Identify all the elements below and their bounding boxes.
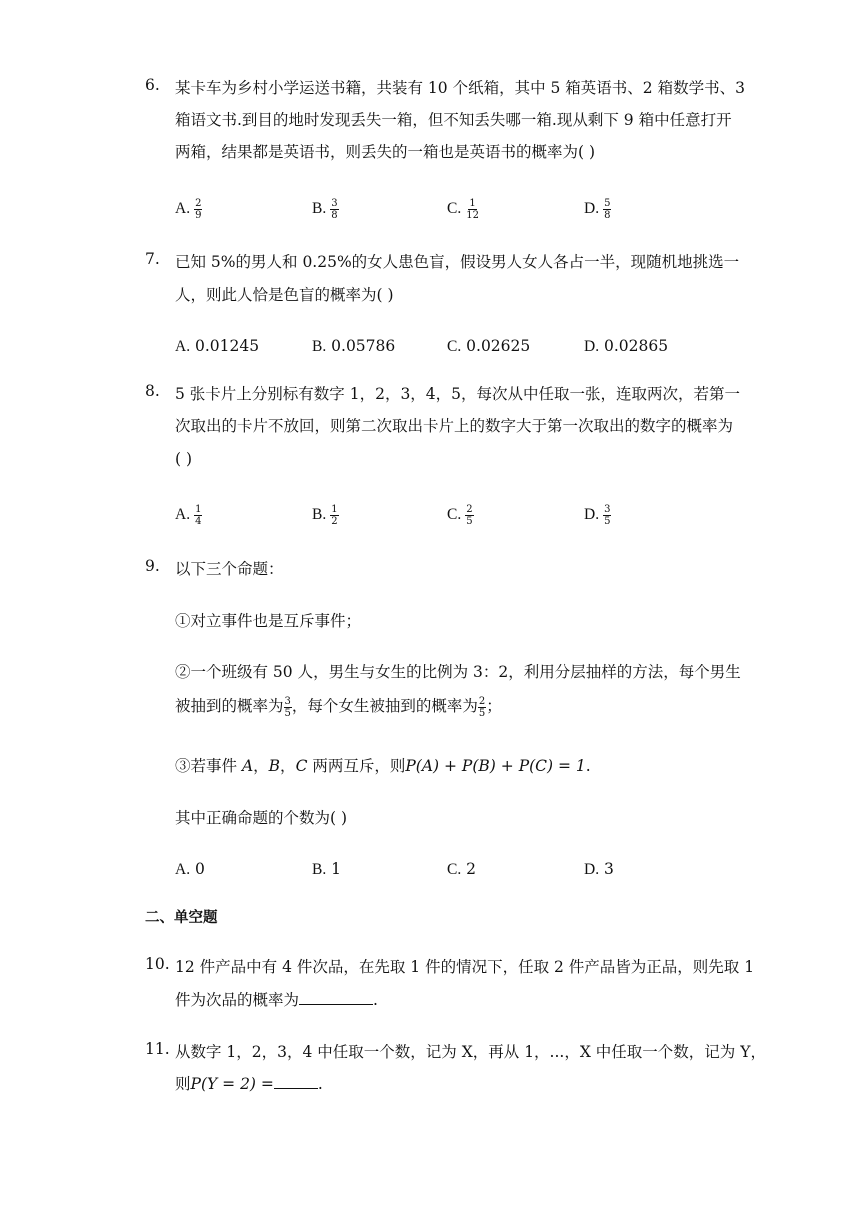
question-text-line: 两箱，结果都是英语书，则丢失的一箱也是英语书的概率为( ) bbox=[175, 143, 596, 161]
answer-blank[interactable] bbox=[299, 988, 373, 1005]
question-number: 6. bbox=[145, 76, 160, 94]
proposition-2-line2: 被抽到的概率为 $\frac{3}{5}$ ，每个女生被抽到的概率为 $\frac{2}{5}$ ； bbox=[175, 695, 502, 719]
question-number: 10. bbox=[145, 955, 170, 973]
fraction: $\frac{1}{2}$ bbox=[331, 503, 338, 527]
question-text-line: 从数字 1，2，3，4 中任取一个数，记为 X，再从 1，...，X 中任取一个数，记为 Y， bbox=[175, 1043, 766, 1061]
answer-blank[interactable] bbox=[274, 1072, 318, 1089]
option-b: B. $\frac{3}{8}$ bbox=[312, 197, 338, 221]
option-d: D. $\frac{5}{8}$ bbox=[584, 197, 611, 221]
fraction: $\frac{2}{9}$ bbox=[195, 197, 202, 221]
option-a: A. 0 bbox=[175, 860, 205, 878]
formula: P(Y = 2) = bbox=[190, 1075, 274, 1093]
question-text-line: ( ) bbox=[175, 450, 193, 468]
options-row bbox=[175, 196, 775, 226]
fraction: $\frac{3}{5}$ bbox=[604, 503, 611, 527]
question-text-line: 12 件产品中有 4 件次品，在先取 1 件的情况下，任取 2 件产品皆为正品，则先取 1 bbox=[175, 958, 755, 976]
option-b: B. 1 bbox=[312, 860, 342, 878]
fraction: $\frac{2}{5}$ bbox=[466, 503, 473, 527]
proposition-1: ①对立事件也是互斥事件； bbox=[175, 612, 362, 630]
section-title: 二、单空题 bbox=[145, 909, 218, 926]
question-text-line: 某卡车为乡村小学运送书籍，共装有 10 个纸箱，其中 5 箱英语书、2 箱数学书、3 bbox=[175, 79, 745, 97]
option-a: A. $\frac{2}{9}$ bbox=[175, 197, 202, 221]
question-text-line: 次取出的卡片不放回，则第二次取出卡片上的数字大于第一次取出的数字的概率为 bbox=[175, 417, 734, 435]
fraction: $\frac{3}{5}$ bbox=[284, 695, 291, 719]
question-text-line: 人，则此人恰是色盲的概率为( ) bbox=[175, 286, 394, 304]
question-text-line: 箱语文书.到目的地时发现丢失一箱，但不知丢失哪一箱.现从剩下 9 箱中任意打开 bbox=[175, 111, 732, 129]
question-text-line: 件为次品的概率为 . bbox=[175, 988, 378, 1012]
options-row bbox=[175, 502, 775, 532]
proposition-3: ③若事件 A，B，C 两两互斥，则P(A) + P(B) + P(C) = 1. bbox=[175, 757, 591, 775]
question-number: 8. bbox=[145, 382, 160, 400]
options-row bbox=[175, 334, 775, 364]
question-number: 7. bbox=[145, 250, 160, 268]
question-text-line: 则P(Y = 2) = . bbox=[175, 1072, 323, 1096]
question-number: 11. bbox=[145, 1040, 170, 1058]
fraction: $\frac{3}{8}$ bbox=[331, 197, 338, 221]
option-d: D. 0.02865 bbox=[584, 337, 669, 355]
option-c: C. 0.02625 bbox=[447, 337, 531, 355]
options-row bbox=[175, 857, 775, 887]
option-c: C. 2 bbox=[447, 860, 477, 878]
option-c: C. $\frac{2}{5}$ bbox=[447, 503, 473, 527]
question-ask: 其中正确命题的个数为( ) bbox=[175, 809, 348, 827]
option-b: B. $\frac{1}{2}$ bbox=[312, 503, 338, 527]
option-a: A. 0.01245 bbox=[175, 337, 260, 355]
formula: P(A) + P(B) + P(C) = 1 bbox=[405, 757, 586, 775]
option-d: D. 3 bbox=[584, 860, 614, 878]
fraction: $\frac{1}{4}$ bbox=[195, 503, 202, 527]
fraction: $\frac{1}{12}$ bbox=[466, 197, 479, 221]
option-c: C. $\frac{1}{12}$ bbox=[447, 197, 479, 221]
option-d: D. $\frac{3}{5}$ bbox=[584, 503, 611, 527]
option-a: A. $\frac{1}{4}$ bbox=[175, 503, 202, 527]
fraction: $\frac{5}{8}$ bbox=[604, 197, 611, 221]
option-b: B. 0.05786 bbox=[312, 337, 396, 355]
question-text-line: 5 张卡片上分别标有数字 1，2，3，4，5，每次从中任取一张，连取两次，若第一 bbox=[175, 385, 741, 403]
question-number: 9. bbox=[145, 557, 160, 575]
proposition-2-line1: ②一个班级有 50 人，男生与女生的比例为 3：2，利用分层抽样的方法，每个男生 bbox=[175, 663, 741, 681]
question-text-line: 已知 5%的男人和 0.25%的女人患色盲，假设男人女人各占一半，现随机地挑选一 bbox=[175, 253, 740, 271]
question-intro: 以下三个命题： bbox=[175, 560, 284, 578]
fraction: $\frac{2}{5}$ bbox=[478, 695, 486, 719]
